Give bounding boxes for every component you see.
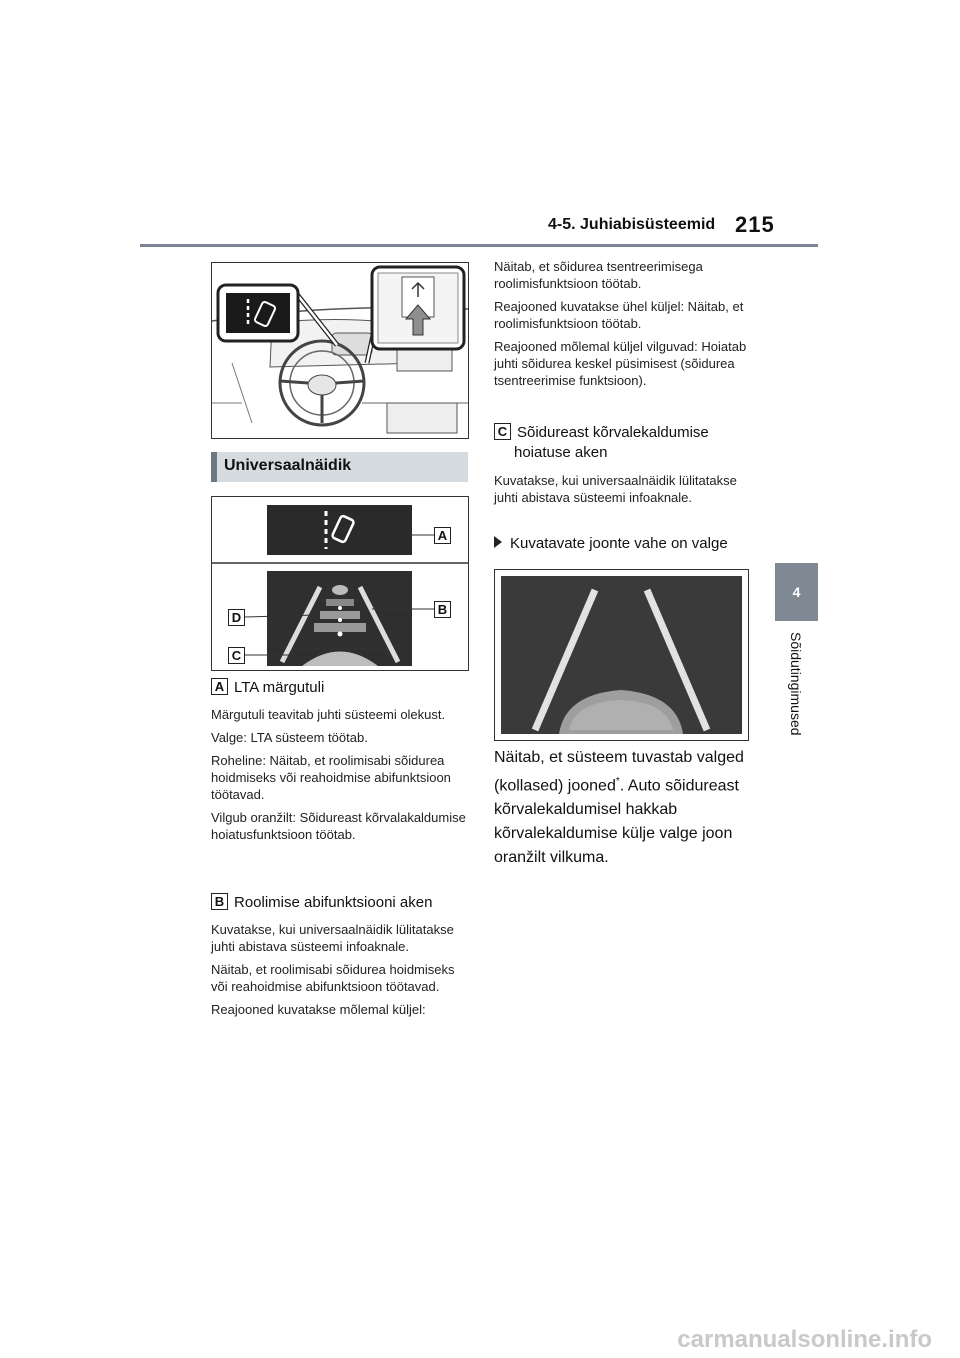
callout-b: B (434, 601, 451, 618)
universal-display-heading (211, 452, 468, 482)
closing-text-part1: Näitab, et süsteem tuvastab valged (kollased) jooned (494, 749, 744, 795)
triangle-bullet-icon (494, 536, 502, 548)
item-a-title: LTA märgutuli (234, 679, 325, 696)
closing-text-part2: . Auto sõidureast kõrvalekaldumisel hakkab kõrvalekaldumise külje valge joon oranžilt vilkuma. (494, 777, 739, 867)
item-c-title-line1: Sõidureast kõrvalekaldumise (517, 424, 709, 441)
lane-departure-drawing (495, 570, 748, 740)
right-paragraph: Reajooned kuvatakse ühel küljel: Näitab, et roolimisfunktsioon töötab. (494, 299, 744, 331)
header-rule (140, 244, 818, 247)
item-c-badge: C (494, 423, 511, 440)
right-paragraph: Näitab, et sõidurea tsentreerimisega roolimisfunktsioon töötab. (494, 259, 703, 291)
chapter-number: 4 (792, 584, 801, 600)
item-a-paragraph: Valge: LTA süsteem töötab. (211, 730, 368, 745)
lane-departure-illustration (494, 569, 749, 741)
item-b-paragraph: Reajooned kuvatakse mõlemal küljel: (211, 1002, 426, 1017)
item-a-badge: A (211, 678, 228, 695)
item-b-body (211, 921, 469, 1018)
dashboard-illustration (211, 262, 469, 439)
chapter-title (786, 632, 806, 772)
section-title: 4-5. Juhiabisüsteemid (548, 216, 716, 233)
right-top-body (494, 258, 752, 389)
callout-d: D (228, 609, 245, 626)
callout-a: A (434, 527, 451, 544)
spacing-subheading-text: Kuvatavate joonte vahe on valge (510, 535, 728, 552)
item-c-title-line2: hoiatuse aken (514, 444, 608, 461)
item-c-heading (494, 423, 754, 463)
chapter-title-text: Sõidutingimused (788, 632, 804, 736)
right-paragraph: Reajooned mõlemal küljel vilguvad: Hoiatab juhti sõidurea keskel püsimisest (sõidurea tsentreerimise funktsioon). (494, 339, 747, 388)
item-b-heading (211, 893, 473, 913)
item-a-body (211, 706, 469, 843)
item-c-paragraph: Kuvatakse, kui universaalnäidik lülitatakse juhti abistava süsteemi infoaknale. (494, 473, 737, 505)
universal-display-illustration (211, 496, 469, 671)
item-a-heading (211, 678, 471, 698)
universal-display-heading-text: Universaalnäidik (224, 457, 352, 474)
spacing-subheading (494, 534, 756, 554)
page-number: 215 (735, 212, 775, 237)
item-a-paragraph: Vilgub oranžilt: Sõidureast kõrvalakaldumise hoiatusfunktsioon töötab. (211, 810, 466, 842)
item-a-paragraph: Märgutuli teavitab juhti süsteemi olekust. (211, 707, 446, 722)
item-b-title: Roolimise abifunktsiooni aken (234, 894, 433, 911)
dashboard-drawing (212, 263, 468, 438)
item-a-paragraph: Roheline: Näitab, et roolimisabi sõidurea hoidmiseks või reahoidmise abifunktsioon töötavad. (211, 753, 451, 802)
item-b-badge: B (211, 893, 228, 910)
universal-display-drawing (212, 497, 468, 670)
footnote-marker: * (615, 776, 620, 787)
heading-accent (211, 452, 217, 482)
chapter-tab[interactable] (775, 563, 818, 621)
item-b-paragraph: Näitab, et roolimisabi sõidurea hoidmiseks või reahoidmise abifunktsioon töötavad. (211, 962, 455, 994)
closing-paragraph (494, 746, 756, 870)
callout-c: C (228, 647, 245, 664)
item-b-paragraph: Kuvatakse, kui universaalnäidik lülitatakse juhti abistava süsteemi infoaknale. (211, 922, 454, 954)
watermark: carmanualsonline.info (677, 1326, 932, 1353)
